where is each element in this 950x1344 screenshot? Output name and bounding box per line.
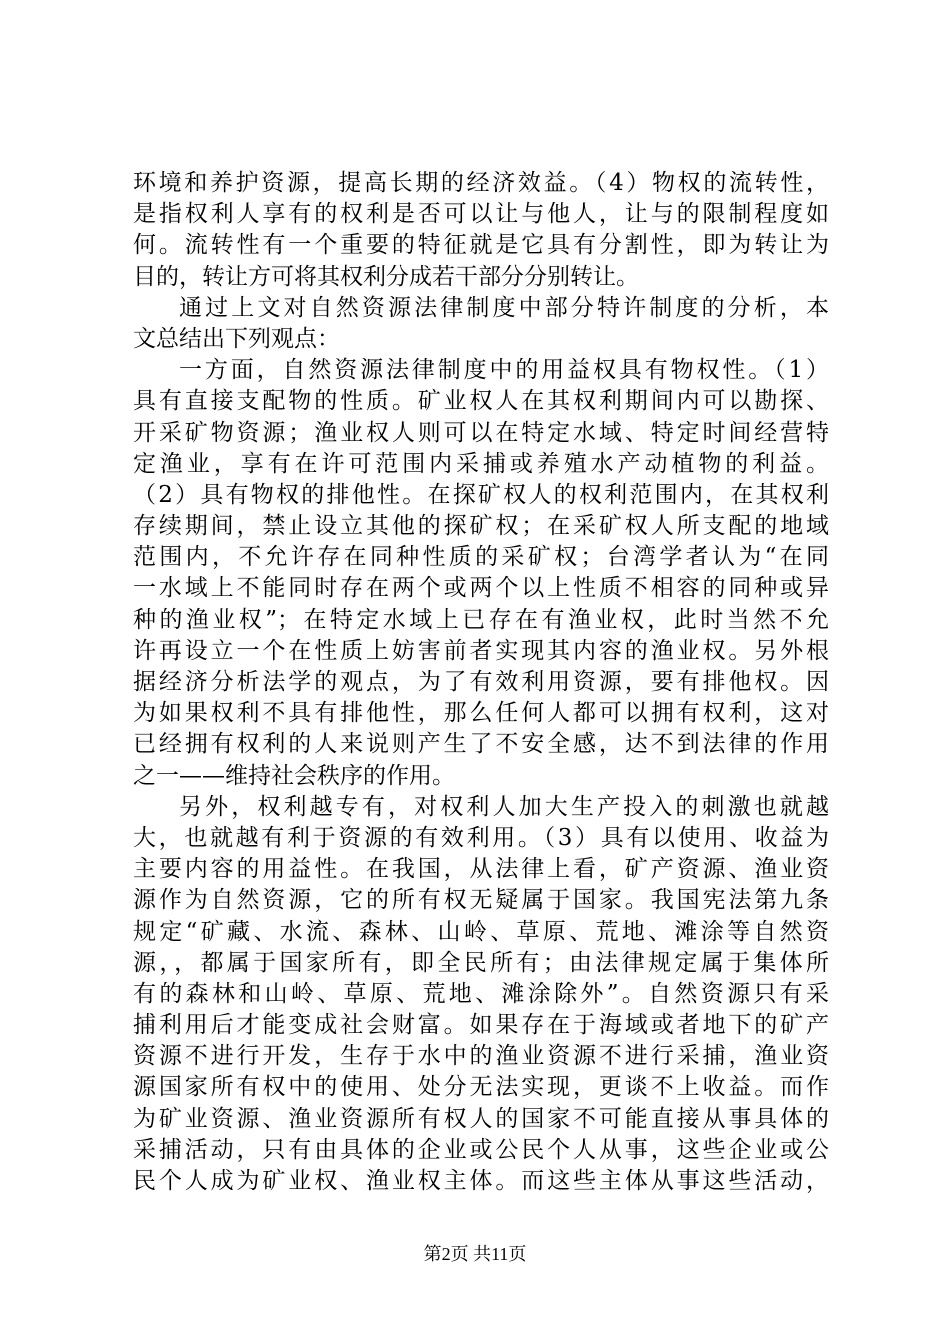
text-line: 具有直接支配物的性质。矿业权人在其权利期间内可以勘探、 <box>133 388 829 415</box>
text-line: 范围内，不允许存在同种性质的采矿权；台湾学者认为“在同 <box>133 544 829 571</box>
text-line: 为如果权利不具有排他性，那么任何人都可以拥有权利，这对 <box>133 700 829 727</box>
text-line: 源作为自然资源，它的所有权无疑属于国家。我国宪法第九条 <box>133 887 829 914</box>
text-line: 另外，权利越专有，对权利人加大生产投入的刺激也就越 <box>179 793 829 820</box>
text-line: 定渔业，享有在许可范围内采捕或养殖水产动植物的利益。 <box>133 450 829 477</box>
text-line: 民个人成为矿业权、渔业权主体。而这些主体从事这些活动， <box>133 1168 829 1194</box>
text-line: 主要内容的用益性。在我国，从法律上看，矿产资源、渔业资 <box>133 856 829 883</box>
text-line: 规定“矿藏、水流、森林、山岭、草原、荒地、滩涂等自然资 <box>133 918 829 945</box>
text-line: 一水域上不能同时存在两个或两个以上性质不相容的同种或异 <box>133 575 829 602</box>
text-line: 采捕活动，只有由具体的企业或公民个人从事，这些企业或公 <box>133 1136 829 1163</box>
text-line: （2）具有物权的排他性。在探矿权人的权利范围内，在其权利 <box>133 481 829 508</box>
text-line: 大，也就越有利于资源的有效利用。（3）具有以使用、收益为 <box>133 824 829 851</box>
text-line: 源，，都属于国家所有，即全民所有；由法律规定属于集体所 <box>133 949 829 976</box>
text-line: 存续期间，禁止设立其他的探矿权；在采矿权人所支配的地域 <box>133 513 829 540</box>
text-line: 种的渔业权”；在特定水域上已存在有渔业权，此时当然不允 <box>133 606 829 633</box>
text-line: 资源不进行开发，生存于水中的渔业资源不进行采捕，渔业资 <box>133 1043 829 1070</box>
document-body <box>133 168 829 1197</box>
text-line: 通过上文对自然资源法律制度中部分特许制度的分析，本 <box>179 294 829 321</box>
text-line: 源国家所有权中的使用、处分无法实现，更谈不上收益。而作 <box>133 1074 829 1101</box>
paragraph <box>133 168 829 293</box>
text-line: 目的，转让方可将其权利分成若干部分分别转让。 <box>133 263 639 290</box>
text-line: 一方面，自然资源法律制度中的用益权具有物权性。（1） <box>179 357 829 384</box>
paragraph <box>133 355 829 792</box>
text-line: 开采矿物资源；渔业权人则可以在特定水域、特定时间经营特 <box>133 419 829 446</box>
text-line: 文总结出下列观点： <box>133 325 340 352</box>
text-line: 许再设立一个在性质上妨害前者实现其内容的渔业权。另外根 <box>133 637 829 664</box>
text-line: 捕利用后才能变成社会财富。如果存在于海域或者地下的矿产 <box>133 1012 829 1039</box>
text-line: 何。流转性有一个重要的特征就是它具有分割性，即为转让为 <box>133 232 829 259</box>
text-line: 环境和养护资源，提高长期的经济效益。（4）物权的流转性， <box>133 170 829 196</box>
text-line: 有的森林和山岭、草原、荒地、滩涂除外”。自然资源只有采 <box>133 980 829 1007</box>
text-line: 为矿业资源、渔业资源所有权人的国家不可能直接从事具体的 <box>133 1105 829 1132</box>
text-line: 是指权利人享有的权利是否可以让与他人，让与的限制程度如 <box>133 201 829 228</box>
text-line: 据经济分析法学的观点，为了有效利用资源，要有排他权。因 <box>133 669 829 695</box>
page-footer <box>0 1243 950 1265</box>
page-number: 第2页 共11页 <box>423 1244 527 1264</box>
paragraph <box>133 293 829 355</box>
text-line: 之一——维持社会秩序的作用。 <box>133 762 455 789</box>
text-line: 已经拥有权利的人来说则产生了不安全感，达不到法律的作用 <box>133 731 829 758</box>
paragraph <box>133 792 829 1197</box>
